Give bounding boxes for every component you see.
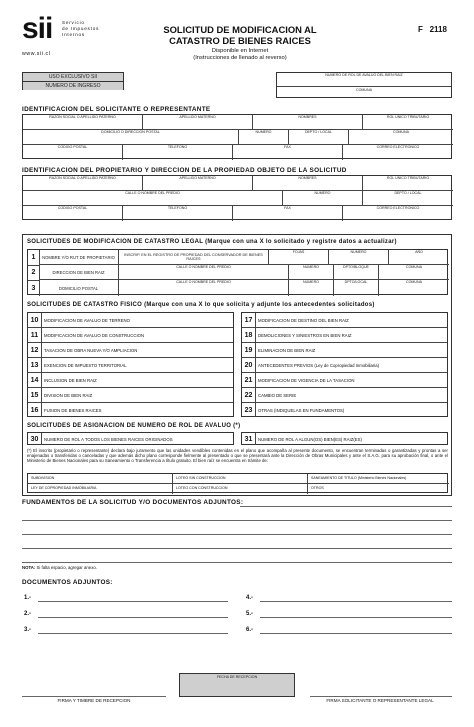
tramite-saneamiento[interactable]: SANEAMIENTO DE TITULO (Ministerio Bienes Nacionales)	[308, 474, 449, 484]
nota: NOTA: Si falta espacio, agregar anexo.	[22, 565, 97, 570]
doc-line-6[interactable]	[260, 633, 452, 634]
legal-check-2[interactable]: DIRECCION DE BIEN RAIZ	[39, 265, 119, 280]
asignacion-note: (*) El inscrito (propietario o representante) declara bajo juramento que las unidades vendibles contenidas en el plano que acompaña al presente documento, se encuentran terminadas o garantizadas y prontas a ser enajenadas o transferidas o canceladas y que además dicho plano corresponde fielmente al presentado o que se presentará ante la Dirección de Obras Municipales y ante el S.A.G. para su aprobación final, o ante el Ministerio de Bienes Nacionales para su Saneamiento o Transferencia a título gratuito. El bien raíz se encuentra en trámite de:	[27, 448, 448, 464]
fisico-option-label: FUSION DE BIENES RAICES	[44, 407, 102, 413]
doc-item-3: 3.-	[24, 627, 32, 633]
tramite-otros[interactable]: OTROS	[311, 486, 324, 490]
propietario-title: IDENTIFICACION DEL PROPIETARIO Y DIRECCION DE LA PROPIEDAD OBJETO DE LA SOLICITUD	[22, 167, 347, 174]
form-title: SOLICITUD DE MODIFICACION AL CATASTRO DE BIENES RAICES	[163, 24, 317, 46]
field-razon-social[interactable]: RAZON SOCIAL O APELLIDO PATERNO	[23, 115, 143, 130]
fisico-row-right[interactable]	[242, 358, 447, 373]
sii-logo: sii	[22, 12, 53, 45]
fisico-divider	[256, 388, 257, 402]
asignacion-left	[27, 432, 234, 445]
prop-calle[interactable]: CALLE O NOMBRE DEL PREDIO	[23, 191, 283, 206]
fisico-option-label: EXENCION DE IMPUESTO TERRITORIAL	[44, 362, 127, 368]
legal-num-3: 3	[28, 280, 40, 296]
fisico-divider	[42, 388, 43, 402]
fisico-row-right[interactable]	[242, 403, 447, 418]
fisico-right	[241, 312, 448, 417]
firma-timbre-label: FIRMA Y TIMBRE DE RECEPCION	[57, 698, 131, 703]
fisico-number: 21	[242, 373, 256, 387]
doc-item-1: 1.-	[24, 595, 32, 601]
fundamentos-line-1[interactable]	[22, 520, 452, 521]
fisico-number: 16	[28, 403, 42, 417]
fisico-row-right[interactable]	[242, 373, 447, 388]
prop-apellido-materno[interactable]: APELLIDO MATERNO	[143, 176, 253, 191]
fisico-row-left[interactable]	[28, 373, 233, 388]
fisico-divider	[256, 403, 257, 417]
field-fax[interactable]: FAX	[233, 145, 343, 160]
fisico-option-label: ELIMINACION DE BIEN RAIZ	[258, 347, 316, 353]
fisico-number: 23	[242, 403, 256, 417]
legal-title: SOLICITUDES DE MODIFICACION DE CATASTRO LEGAL (Marque con una X lo solicitado y registre datos a actualizar)	[27, 239, 397, 245]
prop-correo[interactable]: CORREO ELECTRONICO	[376, 206, 420, 210]
fundamentos-line-4[interactable]	[22, 562, 452, 563]
rol-label: NUMERO DE ROL DE AVALUO DEL BIEN RAIZ	[277, 73, 451, 87]
legal-calle-3[interactable]: CALLE O NOMBRE DEL PREDIO	[119, 280, 289, 296]
fisico-row-right[interactable]	[242, 388, 447, 403]
legal-check-3[interactable]: DOMICILIO POSTAL	[39, 280, 119, 296]
fisico-row-left[interactable]	[28, 403, 233, 418]
field-numero[interactable]: NUMERO	[239, 130, 289, 145]
fundamentos-title: FUNDAMENTOS DE LA SOLICITUD Y/O DOCUMENTOS ADJUNTOS:	[22, 499, 244, 506]
fisico-row-left[interactable]	[28, 358, 233, 373]
asig-num-30: 30	[28, 433, 42, 445]
legal-dpto-bloque[interactable]: DPTO/BLOQUE	[334, 265, 379, 280]
legal-numero-2[interactable]: NUMERO	[289, 265, 334, 280]
asig-option-30[interactable]: NUMERO DE ROL A TODOS LOS BIENES RAICES ORIGINADOS	[44, 436, 173, 442]
solicitante-grid[interactable]	[22, 114, 452, 159]
fecha-recepcion-box[interactable]	[179, 673, 295, 697]
tramite-loteo-con[interactable]: LOTEO CON CONSTRUCCION	[173, 484, 308, 494]
fisico-divider	[42, 403, 43, 417]
legal-fojas[interactable]: FOJAS	[269, 250, 329, 265]
legal-num-1: 1	[28, 250, 40, 266]
fisico-row-left[interactable]	[28, 343, 233, 358]
fisico-number: 12	[28, 343, 42, 357]
doc-line-1[interactable]	[38, 601, 228, 602]
uso-exclusivo-label: USO EXCLUSIVO SII	[23, 73, 123, 82]
form-subtitle: Disponible en Internet (Instrucciones de llenado al reverso)	[193, 48, 287, 61]
fisico-left	[27, 312, 234, 417]
legal-numero[interactable]: NUMERO	[329, 250, 389, 265]
prop-codigo-postal[interactable]: CODIGO POSTAL	[23, 206, 123, 221]
field-telefono[interactable]: TELEFONO	[123, 145, 233, 160]
fundamentos-line-2[interactable]	[22, 534, 452, 535]
prop-nombres[interactable]: NOMBRES	[253, 176, 363, 191]
legal-num-2: 2	[28, 265, 40, 281]
fisico-option-label: CAMBIO DE SERIE	[258, 392, 297, 398]
fisico-title: SOLICITUDES DE CATASTRO FISICO (Marque con una X lo que solicita y adjunte los antecedentes solicitados)	[27, 302, 375, 308]
fisico-option-label: MODIFICACION DE AVALUO DE TERRENO	[44, 317, 130, 323]
fisico-divider	[42, 373, 43, 387]
fisico-divider	[256, 358, 257, 372]
legal-anio[interactable]: AÑO	[389, 250, 449, 265]
prop-numero[interactable]: NUMERO	[283, 191, 363, 206]
legal-calle[interactable]: CALLE O NOMBRE DEL PREDIO	[119, 265, 289, 280]
fisico-number: 19	[242, 343, 256, 357]
legal-grid	[27, 249, 448, 295]
legal-check-1[interactable]: NOMBRE Y/O RUT DE PROPIETARIO	[39, 250, 119, 265]
fisico-divider	[256, 328, 257, 342]
fisico-number: 13	[28, 358, 42, 372]
field-domicilio[interactable]: DOMICILIO O DIRECCION POSTAL	[23, 130, 239, 145]
field-apellido-materno[interactable]: APELLIDO MATERNO	[143, 115, 253, 130]
fisico-row-right[interactable]	[242, 343, 447, 358]
fisico-row-left[interactable]	[28, 328, 233, 343]
asignacion-title: SOLICITUDES DE ASIGNACION DE NUMERO DE ROL DE AVALUO (*)	[27, 423, 241, 429]
tramite-subdivision[interactable]: SUBDIVISION	[28, 474, 173, 484]
fisico-divider	[42, 313, 43, 327]
fisico-option-label: OTRAS (INDIQUELAS EN FUNDAMENTOS)	[258, 407, 345, 413]
prop-razon-social[interactable]: RAZON SOCIAL O APELLIDO PATERNO	[23, 176, 143, 191]
field-correo[interactable]: CORREO ELECTRONICO	[376, 145, 420, 149]
fisico-option-label: MODIFICACION DE VIGENCIA DE LA TASACION	[258, 377, 355, 383]
firma-solicitante-label: FIRMA SOLICITANTE O REPRESENTANTE LEGAL	[326, 698, 434, 703]
solicitante-title: IDENTIFICACION DEL SOLICITANTE O REPRESENTANTE	[22, 106, 211, 113]
fisico-option-label: DIVISION DE BIEN RAIZ	[44, 392, 93, 398]
fisico-option-label: MODIFICACION DE DESTINO DEL BIEN RAIZ	[258, 317, 349, 323]
doc-item-6: 6.-	[246, 627, 254, 633]
asignacion-right	[241, 432, 448, 445]
fundamentos-line-3[interactable]	[22, 548, 452, 549]
fisico-number: 20	[242, 358, 256, 372]
fisico-option-label: INCLUSION DE BIEN RAIZ	[44, 377, 97, 383]
fisico-divider	[42, 328, 43, 342]
asig-option-31[interactable]: NUMERO DE ROL A ALGUN(OS) BIEN(ES) RAIZ(ES)	[258, 436, 362, 442]
website: www.sii.cl	[22, 51, 51, 57]
field-comuna[interactable]: COMUNA	[349, 130, 453, 145]
tramite-loteo-sin[interactable]: LOTEO SIN CONSTRUCCION	[173, 474, 308, 484]
fisico-number: 14	[28, 373, 42, 387]
asig-num-31: 31	[242, 433, 256, 445]
propietario-grid[interactable]	[22, 175, 452, 220]
tramite-grid	[27, 473, 448, 493]
documentos-title: DOCUMENTOS ADJUNTOS:	[22, 579, 113, 586]
fisico-divider	[42, 358, 43, 372]
fisico-row-left[interactable]	[28, 388, 233, 403]
rol-box	[276, 72, 452, 98]
doc-item-4: 4.-	[246, 595, 254, 601]
legal-numero-3[interactable]: NUMERO	[289, 280, 334, 296]
fisico-number: 11	[28, 328, 42, 342]
prop-fax[interactable]: FAX	[233, 206, 343, 221]
comuna-label: COMUNA	[356, 88, 372, 92]
office-use-box	[22, 72, 124, 90]
fisico-divider	[256, 343, 257, 357]
doc-line-4[interactable]	[260, 601, 452, 602]
fisico-row-right[interactable]	[242, 328, 447, 343]
fisico-option-label: TASACION DE OBRA NUEVA Y/O AMPLIACION	[44, 347, 138, 353]
fisico-row-right[interactable]	[242, 313, 447, 328]
org-name: Servicio de Impuestos Internos	[62, 20, 100, 37]
fisico-number: 10	[28, 313, 42, 327]
prop-rut[interactable]: ROL UNICO TRIBUTARIO	[363, 176, 453, 191]
tramite-ley-copropiedad[interactable]: LEY DE COPROPIEDAD INMOBILIARIA	[28, 484, 173, 494]
fisico-option-label: MODIFICACION DE AVALUO DE CONSTRUCCION	[44, 332, 145, 338]
legal-dptolocal[interactable]: DPTO/LOCAL	[334, 280, 379, 296]
numero-ingreso-label: NUMERO DE INGRESO	[23, 82, 123, 90]
field-nombres[interactable]: NOMBRES	[253, 115, 363, 130]
firma-solicitante-line[interactable]	[310, 696, 452, 697]
fisico-divider	[42, 343, 43, 357]
field-codigo-postal[interactable]: CODIGO POSTAL	[23, 145, 123, 160]
fisico-number: 18	[242, 328, 256, 342]
doc-line-5[interactable]	[260, 617, 452, 618]
doc-item-2: 2.-	[24, 611, 32, 617]
prop-depto[interactable]: DEPTO / LOCAL	[363, 191, 453, 206]
firma-timbre-line[interactable]	[22, 696, 166, 697]
fisico-number: 17	[242, 313, 256, 327]
doc-line-2[interactable]	[38, 617, 228, 618]
legal-comuna-3[interactable]: COMUNA	[406, 280, 422, 284]
form-code: F 2118	[418, 25, 447, 34]
fisico-number: 22	[242, 388, 256, 402]
field-depto[interactable]: DEPTO / LOCAL	[289, 130, 349, 145]
doc-item-5: 5.-	[246, 611, 254, 617]
prop-telefono[interactable]: TELEFONO	[123, 206, 233, 221]
field-rut[interactable]: ROL UNICO TRIBUTARIO	[363, 115, 453, 130]
fisico-row-left[interactable]	[28, 313, 233, 328]
legal-inscrip: INSCRIP. EN EL REGISTRO DE PROPIEDAD DEL CONSERVADOR DE BIENES RAICES	[119, 250, 269, 265]
legal-comuna[interactable]: COMUNA	[379, 265, 449, 280]
doc-line-3[interactable]	[38, 633, 228, 634]
fecha-recepcion-label: FECHA DE RECEPCION	[216, 675, 258, 679]
fisico-divider	[256, 373, 257, 387]
fisico-divider	[256, 313, 257, 327]
fisico-number: 15	[28, 388, 42, 402]
fundamentos-line-0[interactable]	[240, 506, 452, 507]
fisico-option-label: ANTECEDENTES PREVIOS (Ley de Copropiedad Inmobiliaria)	[258, 362, 380, 368]
fisico-option-label: DEMOLICIONES Y SINIESTROS EN BIEN RAIZ	[258, 332, 352, 338]
